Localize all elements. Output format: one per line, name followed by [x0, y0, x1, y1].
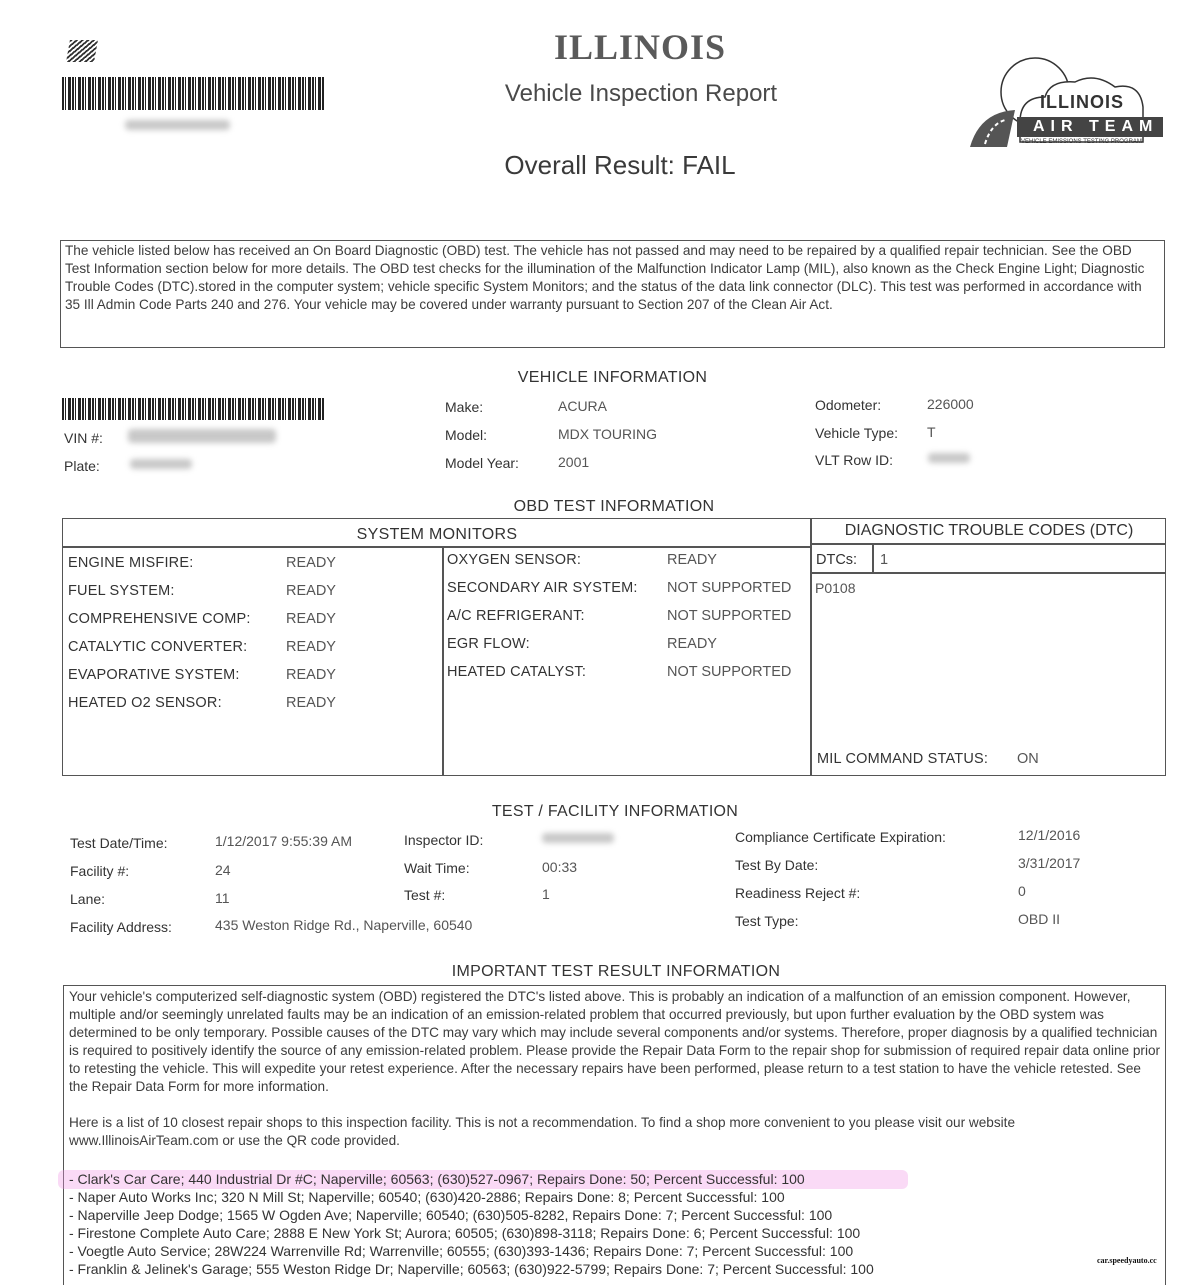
- overall-result: [0, 150, 1200, 181]
- inspector-label: Inspector ID:: [404, 832, 484, 848]
- make-label: Make:: [445, 399, 484, 415]
- repair-shop-list: [69, 1170, 874, 1278]
- redacted-plate: [130, 459, 192, 469]
- obd-title: OBD TEST INFORMATION: [513, 498, 715, 515]
- monitor-row: ENGINE MISFIRE: READY: [68, 555, 336, 571]
- monitor-row: COMPREHENSIVE COMP: READY: [68, 611, 336, 627]
- make-value: ACURA: [558, 398, 608, 414]
- lane-value: 11: [215, 890, 230, 906]
- repair-shop-item: - Naper Auto Works Inc; 320 N Mill St; Naperville; 60540; (630)420-2886; Repairs Done: 8; Percent Successful: 100: [69, 1189, 785, 1205]
- mil-status-label: MIL COMMAND STATUS:: [817, 751, 989, 767]
- monitors-left-list: [68, 555, 438, 723]
- wait-label: Wait Time:: [404, 860, 470, 876]
- odometer-label: Odometer:: [815, 397, 882, 413]
- address-value: 435 Weston Ridge Rd., Naperville, 60540: [215, 917, 473, 933]
- monitor-row: CATALYTIC CONVERTER: READY: [68, 639, 336, 655]
- dtc-title: DIAGNOSTIC TROUBLE CODES (DTC): [844, 522, 1134, 539]
- monitor-row: SECONDARY AIR SYSTEM: NOT SUPPORTED: [447, 580, 792, 596]
- test-by-label: Test By Date:: [735, 857, 819, 873]
- illinois-air-team-logo: [965, 52, 1170, 152]
- repair-shop-item: - Naperville Jeep Dodge; 1565 W Ogden Ave; Naperville; 60540; (630)505-8282, Repairs Done: 7; Percent Successful: 100: [69, 1207, 833, 1223]
- test-type-value: OBD II: [1018, 911, 1061, 927]
- repair-shop-item: - Clark's Car Care; 440 Industrial Dr #C; Naperville; 60563; (630)527-0967; Repairs Done: 50; Percent Successful: 100: [69, 1171, 805, 1187]
- dtc-count-label: DTCs:: [816, 552, 858, 568]
- dtc-header-divider: [810, 543, 1166, 545]
- repair-shop-item: - Voegtle Auto Service; 28W224 Warrenville Rd; Warrenville; 60555; (630)393-1436; Repairs Done: 7; Percent Successful: 100: [69, 1243, 854, 1259]
- facility-title: TEST / FACILITY INFORMATION: [491, 803, 739, 820]
- odometer-value: 226000: [927, 396, 974, 412]
- repair-shop-item: - Franklin & Jelinek's Garage; 555 Weston Ridge Dr; Naperville; 60563; (630)922-5799; Repairs Done: 7; Percent Successful: 100: [69, 1261, 874, 1277]
- test-date-label: Test Date/Time:: [70, 835, 168, 851]
- monitor-row: EVAPORATIVE SYSTEM: READY: [68, 667, 336, 683]
- test-by-value: 3/31/2017: [1018, 855, 1081, 871]
- shops-intro: Here is a list of 10 closest repair shops to this inspection facility. This is not a recommendation. To find a shop more convenient to you please visit our website www.IllinoisAirTeam.com or use the QR code provided.: [69, 1115, 1015, 1148]
- report-title: Vehicle Inspection Report: [504, 80, 778, 107]
- model-value: MDX TOURING: [558, 426, 658, 442]
- vehicle-info-title: VEHICLE INFORMATION: [517, 369, 708, 386]
- cert-exp-value: 12/1/2016: [1018, 827, 1081, 843]
- test-no-label: Test #:: [404, 887, 446, 903]
- dtc-count-value: 1: [880, 552, 889, 568]
- redacted-inspector-id: [542, 833, 614, 843]
- facility-no-label: Facility #:: [70, 863, 130, 879]
- redacted-vin: [128, 429, 276, 443]
- vlt-row-label: VLT Row ID:: [815, 452, 894, 468]
- overall-result-label: Overall Result:: [504, 150, 675, 180]
- monitor-row: HEATED CATALYST: NOT SUPPORTED: [447, 664, 792, 680]
- watermark: car.speedyauto.cc: [1097, 1256, 1157, 1265]
- intro-text: The vehicle listed below has received an On Board Diagnostic (OBD) test. The vehicle has not passed and may need to be repaired by a qualified repair technician. See the OBD Test Information section below for more details. The OBD test checks for the illumination of the Malfunction Indicator Lamp (MIL), also known as the Check Engine Light; Diagnostic Trouble Codes (DTC).stored in the computer system; vehicle specific System Monitors; and the status of the data link connector (DLC). This test was performed in accordance with 35 Ill Admin Code Parts 240 and 276. Your vehicle may be covered under warranty pursuant to Section 207 of the Clean Air Act.: [65, 243, 1145, 312]
- important-title: IMPORTANT TEST RESULT INFORMATION: [451, 963, 781, 980]
- vehicle-type-value: T: [927, 424, 936, 440]
- readiness-label: Readiness Reject #:: [735, 885, 861, 901]
- address-label: Facility Address:: [70, 919, 172, 935]
- readiness-value: 0: [1018, 883, 1026, 899]
- monitors-title: SYSTEM MONITORS: [356, 526, 518, 543]
- cert-exp-label: Compliance Certificate Expiration:: [735, 829, 946, 845]
- monitors-right-list: [447, 552, 812, 692]
- year-label: Model Year:: [445, 455, 519, 471]
- plate-label: Plate:: [64, 458, 100, 474]
- dtc-count-divider: [810, 572, 1166, 574]
- monitor-row: EGR FLOW: READY: [447, 636, 717, 652]
- vin-label: VIN #:: [64, 430, 103, 446]
- vehicle-type-label: Vehicle Type:: [815, 425, 899, 441]
- wait-value: 00:33: [542, 859, 578, 875]
- dtc-count-col-divider: [872, 543, 874, 573]
- overall-result-value: FAIL: [682, 150, 736, 180]
- monitors-col-divider: [442, 546, 444, 776]
- monitor-row: HEATED O2 SENSOR: READY: [68, 695, 336, 711]
- state-title: ILLINOIS: [553, 27, 727, 67]
- test-type-label: Test Type:: [735, 913, 799, 929]
- monitor-row: A/C REFRIGERANT: NOT SUPPORTED: [447, 608, 792, 624]
- redacted-barcode-number: [125, 120, 230, 130]
- redacted-vlt-row-id: [928, 453, 970, 463]
- logo-line2: AIR TEAM: [1033, 118, 1159, 135]
- monitor-row: FUEL SYSTEM: READY: [68, 583, 336, 599]
- year-value: 2001: [558, 454, 590, 470]
- facility-no-value: 24: [215, 862, 231, 878]
- lane-label: Lane:: [70, 891, 106, 907]
- monitor-row: OXYGEN SENSOR: READY: [447, 552, 717, 568]
- dtc-code: P0108: [815, 580, 856, 596]
- logo-line1: ILLINOIS: [1040, 92, 1124, 112]
- test-date-value: 1/12/2017 9:55:39 AM: [215, 833, 352, 849]
- mil-status-value: ON: [1017, 751, 1039, 767]
- intro-notice: [60, 240, 1165, 348]
- repair-shop-item: - Firestone Complete Auto Care; 2888 E New York St; Aurora; 60505; (630)898-3118; Repairs Done: 6; Percent Successful: 100: [69, 1225, 861, 1241]
- monitors-header-divider: [62, 546, 812, 548]
- logo-line3: VEHICLE EMISSIONS TESTING PROGRAM: [1021, 139, 1142, 145]
- vin-barcode: [62, 398, 324, 420]
- test-no-value: 1: [542, 886, 550, 902]
- model-label: Model:: [445, 427, 488, 443]
- important-paragraph: Your vehicle's computerized self-diagnostic system (OBD) registered the DTC's listed above. This is probably an indication of a malfunction of an emission component. However, multiple and/or seemingly unrelated faults may be an indication of an emission-related problem that occurred previously, but upon further evaluation by the OBD system was determined to be only temporary. Possible causes of the DTC may vary which may include several components and/or systems. Therefore, proper diagnosis by a qualified technician is required to positively identify the source of any emission-related problem. Please provide the Repair Data Form to the repair shop for submission of required repair data online prior to retesting the vehicle. This will expedite your retest experience. After the necessary repairs have been performed, please return to a test station to have the vehicle retested. See the Repair Data Form for more information.: [69, 989, 1161, 1094]
